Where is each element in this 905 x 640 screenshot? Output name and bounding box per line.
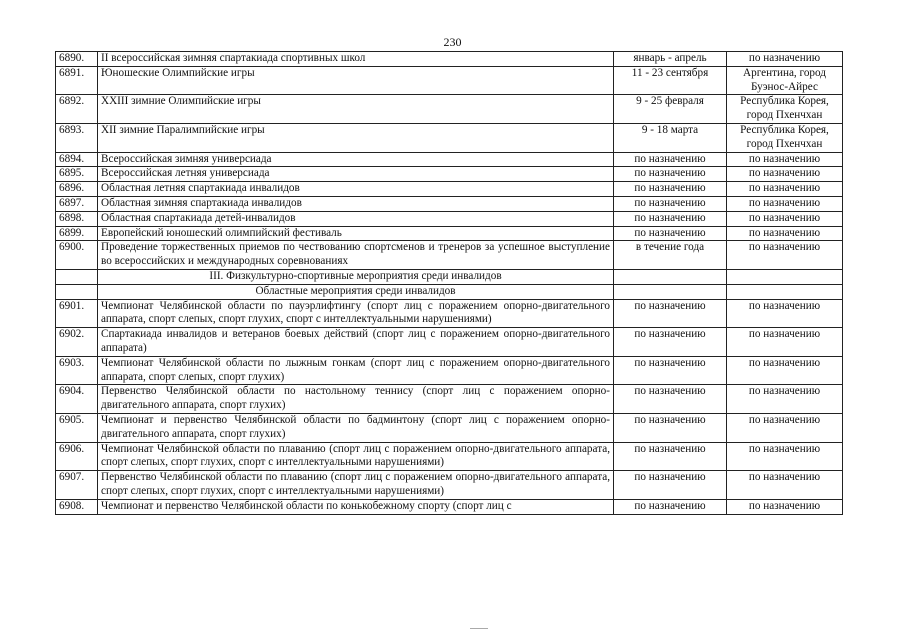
event-name: Чемпионат Челябинской области по лыжным гонкам (спорт лиц с поражением опорно-двигательного аппарата, спорт слепых, спорт глухих) — [98, 356, 614, 385]
event-place: по назначению — [727, 226, 843, 241]
table-row — [56, 52, 843, 67]
empty-cell — [614, 284, 727, 299]
event-date: по назначению — [614, 413, 727, 442]
event-date: по назначению — [614, 356, 727, 385]
event-place: по назначению — [727, 211, 843, 226]
event-place: по назначению — [727, 328, 843, 357]
empty-cell — [56, 284, 98, 299]
table-row — [56, 123, 843, 152]
event-name: Первенство Челябинской области по настольному теннису (спорт лиц с поражением опорно-двигательного аппарата, спорт глухих) — [98, 385, 614, 414]
event-date: по назначению — [614, 471, 727, 500]
table-row — [56, 196, 843, 211]
event-place: по назначению — [727, 299, 843, 328]
event-place: по назначению — [727, 241, 843, 270]
event-place: по назначению — [727, 196, 843, 211]
row-number: 6899. — [56, 226, 98, 241]
event-name: Всероссийская летняя универсиада — [98, 167, 614, 182]
table-row — [56, 356, 843, 385]
event-name: II всероссийская зимняя спартакиада спортивных школ — [98, 52, 614, 67]
event-date: 9 - 25 февраля — [614, 95, 727, 124]
table-row — [56, 152, 843, 167]
table-row — [56, 413, 843, 442]
event-date: по назначению — [614, 442, 727, 471]
event-date: январь - апрель — [614, 52, 727, 67]
event-place: по назначению — [727, 52, 843, 67]
table-row — [56, 299, 843, 328]
table-row — [56, 442, 843, 471]
row-number: 6894. — [56, 152, 98, 167]
event-name: Юношеские Олимпийские игры — [98, 66, 614, 95]
event-name: Европейский юношеский олимпийский фестиваль — [98, 226, 614, 241]
event-date: по назначению — [614, 152, 727, 167]
row-number: 6890. — [56, 52, 98, 67]
event-place: Аргентина, город Буэнос-Айрес — [727, 66, 843, 95]
event-place: Республика Корея, город Пхенчхан — [727, 95, 843, 124]
section-title: III. Физкультурно-спортивные мероприятия среди инвалидов — [98, 269, 614, 284]
event-date: по назначению — [614, 226, 727, 241]
event-place: по назначению — [727, 471, 843, 500]
row-number: 6906. — [56, 442, 98, 471]
event-date: в течение года — [614, 241, 727, 270]
row-number: 6908. — [56, 499, 98, 514]
row-number: 6895. — [56, 167, 98, 182]
event-place: по назначению — [727, 182, 843, 197]
table-row — [56, 66, 843, 95]
subsection-row — [56, 284, 843, 299]
table-row — [56, 328, 843, 357]
row-number: 6896. — [56, 182, 98, 197]
table-row — [56, 226, 843, 241]
event-date: по назначению — [614, 328, 727, 357]
event-place: Республика Корея, город Пхенчхан — [727, 123, 843, 152]
row-number: 6898. — [56, 211, 98, 226]
event-name: Чемпионат Челябинской области по пауэрлифтингу (спорт лиц с поражением опорно-двигательного аппарата, спорт слепых, спорт глухих, спорт с интеллектуальными нарушениями) — [98, 299, 614, 328]
empty-cell — [727, 269, 843, 284]
row-number: 6907. — [56, 471, 98, 500]
scan-artifact — [470, 628, 488, 629]
event-place: по назначению — [727, 152, 843, 167]
row-number: 6900. — [56, 241, 98, 270]
event-name: XII зимние Паралимпийские игры — [98, 123, 614, 152]
row-number: 6904. — [56, 385, 98, 414]
subsection-title: Областные мероприятия среди инвалидов — [98, 284, 614, 299]
row-number: 6897. — [56, 196, 98, 211]
empty-cell — [727, 284, 843, 299]
event-name: XXIII зимние Олимпийские игры — [98, 95, 614, 124]
table-row — [56, 182, 843, 197]
event-place: по назначению — [727, 413, 843, 442]
row-number: 6901. — [56, 299, 98, 328]
event-place: по назначению — [727, 167, 843, 182]
event-date: по назначению — [614, 196, 727, 211]
event-name: Областная спартакиада детей-инвалидов — [98, 211, 614, 226]
event-name: Чемпионат и первенство Челябинской области по бадминтону (спорт лиц с поражением опорно-двигательного аппарата, спорт глухих) — [98, 413, 614, 442]
table-row — [56, 499, 843, 514]
event-name: Проведение торжественных приемов по чествованию спортсменов и тренеров за успешное выступление во всероссийских и международных соревнованиях — [98, 241, 614, 270]
row-number: 6905. — [56, 413, 98, 442]
section-row — [56, 269, 843, 284]
event-place: по назначению — [727, 385, 843, 414]
events-table — [55, 51, 843, 515]
event-date: по назначению — [614, 167, 727, 182]
empty-cell — [56, 269, 98, 284]
page-number: 230 — [443, 35, 462, 49]
event-date: по назначению — [614, 182, 727, 197]
empty-cell — [614, 269, 727, 284]
event-name: Областная зимняя спартакиада инвалидов — [98, 196, 614, 211]
event-place: по назначению — [727, 499, 843, 514]
table-row — [56, 211, 843, 226]
table-row — [56, 471, 843, 500]
table-row — [56, 385, 843, 414]
event-name: Областная летняя спартакиада инвалидов — [98, 182, 614, 197]
row-number: 6891. — [56, 66, 98, 95]
table-row — [56, 95, 843, 124]
event-date: по назначению — [614, 499, 727, 514]
event-name: Чемпионат Челябинской области по плаванию (спорт лиц с поражением опорно-двигательного аппарата, спорт слепых, спорт глухих, спорт с интеллектуальными нарушениями) — [98, 442, 614, 471]
event-place: по назначению — [727, 442, 843, 471]
event-date: по назначению — [614, 211, 727, 226]
row-number: 6903. — [56, 356, 98, 385]
event-date: по назначению — [614, 299, 727, 328]
row-number: 6902. — [56, 328, 98, 357]
event-date: 9 - 18 марта — [614, 123, 727, 152]
event-date: по назначению — [614, 385, 727, 414]
event-name: Спартакиада инвалидов и ветеранов боевых действий (спорт лиц с поражением опорно-двигательного аппарата) — [98, 328, 614, 357]
event-name: Всероссийская зимняя универсиада — [98, 152, 614, 167]
row-number: 6892. — [56, 95, 98, 124]
table-row — [56, 167, 843, 182]
table-row — [56, 241, 843, 270]
event-date: 11 - 23 сентября — [614, 66, 727, 95]
event-place: по назначению — [727, 356, 843, 385]
event-name: Чемпионат и первенство Челябинской области по конькобежному спорту (спорт лиц с — [98, 499, 614, 514]
event-name: Первенство Челябинской области по плаванию (спорт лиц с поражением опорно-двигательного аппарата, спорт слепых, спорт глухих, спорт с интеллектуальными нарушениями) — [98, 471, 614, 500]
row-number: 6893. — [56, 123, 98, 152]
